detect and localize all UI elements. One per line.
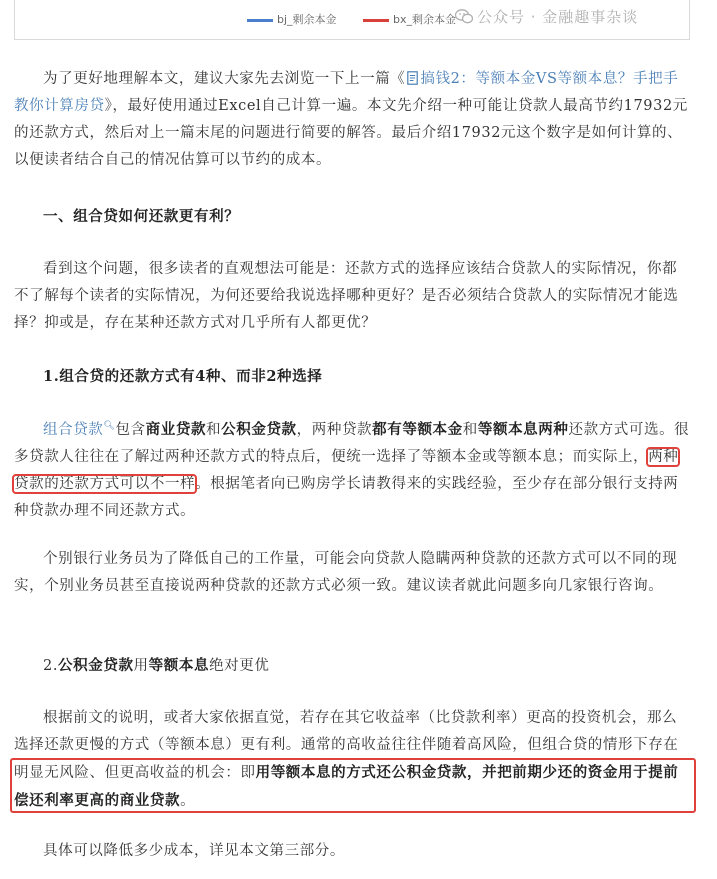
legend-label-bx: bx_剩余本金 [393, 13, 456, 26]
highlighted-phrase: 两种贷款的还款方式可以不一样 [14, 448, 679, 492]
search-icon[interactable]: 🔍︎ [103, 421, 116, 431]
paragraph-6: 具体可以降低多少成本，详见本文第三部分。 [43, 843, 345, 859]
document-icon [407, 71, 418, 85]
p5-bold-1: 用等额本息的方式还公积金贷款，并把前期少还的资金用于提前偿还利率更高的商业贷款 [14, 764, 679, 809]
p3-text-5: 还款方式可选。很多贷款人往往在了解过两种还款方式的特点后，便统一选择了等额本金或等额本息；而实际上， [14, 421, 690, 465]
watermark-text: 公众号 · 金融趣事杂谈 [477, 8, 639, 26]
p3-bold-4: 等额本息两种 [477, 420, 569, 438]
legend-swatch-red [363, 19, 389, 22]
paragraph-3 [14, 413, 690, 525]
subsection2-title [14, 652, 690, 680]
legend-item-bj [247, 11, 337, 27]
intro-paragraph [14, 66, 690, 174]
previous-article-link[interactable]: 搞钱2：等额本金VS等额本息？手把手教你计算房贷 [14, 71, 679, 114]
combo-loan-link[interactable]: 组合贷款 [43, 421, 104, 438]
sub2-bold-1: 公积金贷款 [58, 657, 134, 674]
sub2-number: 2. [43, 658, 59, 674]
legend-item-bx [363, 11, 456, 27]
section1-title: 一、组合贷如何还款更有利？ [43, 208, 240, 225]
p3-text-6: 。根据笔者向已购房学长请教得来的实践经验，至少存在部分银行支持两种贷款办理不同还款方式。 [14, 475, 679, 519]
p3-text-1: 包含 [115, 421, 146, 438]
p5-text-2: 。 [180, 793, 196, 809]
intro-text-2: 》，最好使用通过Excel自己计算一遍。本文先介绍一种可能让贷款人最高节约17932元的还款方式，然后对上一篇末尾的问题进行简要的解答。最后介绍17932元这个数字是如何计算的、以便读者结合自己的情况估算可以节约的成本。 [14, 98, 688, 168]
p3-text-4: 和 [462, 421, 478, 438]
p3-bold-2: 公积金贷款 [221, 420, 297, 438]
legend-swatch-blue [247, 19, 273, 22]
sub2-text-2: 绝对更优 [209, 658, 270, 674]
paragraph-5 [14, 705, 690, 815]
legend-label-bj: bj_剩余本金 [277, 13, 337, 26]
p3-bold-3: 都有等额本金 [372, 420, 463, 438]
paragraph-2: 看到这个问题，很多读者的直观想法可能是：还款方式的选择应该结合贷款人的实际情况，你都不了解每个读者的实际情况，为何还要给我说选择哪种更好？是否必须结合贷款人的实际情况才能选择？抑或是，存在某种还款方式对几乎所有人都更优？ [14, 261, 679, 331]
paragraph-4: 个别银行业务员为了降低自己的工作量，可能会向贷款人隐瞒两种贷款的还款方式可以不同的现实，个别业务员甚至直接说两种贷款的还款方式必须一致。建议读者就此问题多向几家银行咨询。 [14, 551, 678, 594]
p5-text-1: 根据前文的说明，或者大家依据直觉，若存在其它收益率（比贷款利率）更高的投资机会，那么选择还款更慢的方式（等额本息）更有利。通常的高收益往往伴随着高风险，但组合贷的情形下存在明显无风险、但更高收益的机会：即 [14, 710, 679, 781]
p3-text-3: ，两种贷款 [296, 421, 373, 438]
wechat-icon [455, 9, 473, 24]
sub2-bold-2: 等额本息 [148, 657, 210, 674]
p3-text-2: 和 [206, 421, 222, 438]
sub2-text-1: 用 [133, 658, 149, 674]
p3-bold-1: 商业贷款 [145, 420, 207, 438]
watermark [455, 6, 638, 27]
subsection1-title: 1.组合贷的还款方式有4种、而非2种选择 [43, 368, 323, 385]
intro-text-1: 为了更好地理解本文，建议大家先去浏览一下上一篇《 [43, 71, 406, 87]
